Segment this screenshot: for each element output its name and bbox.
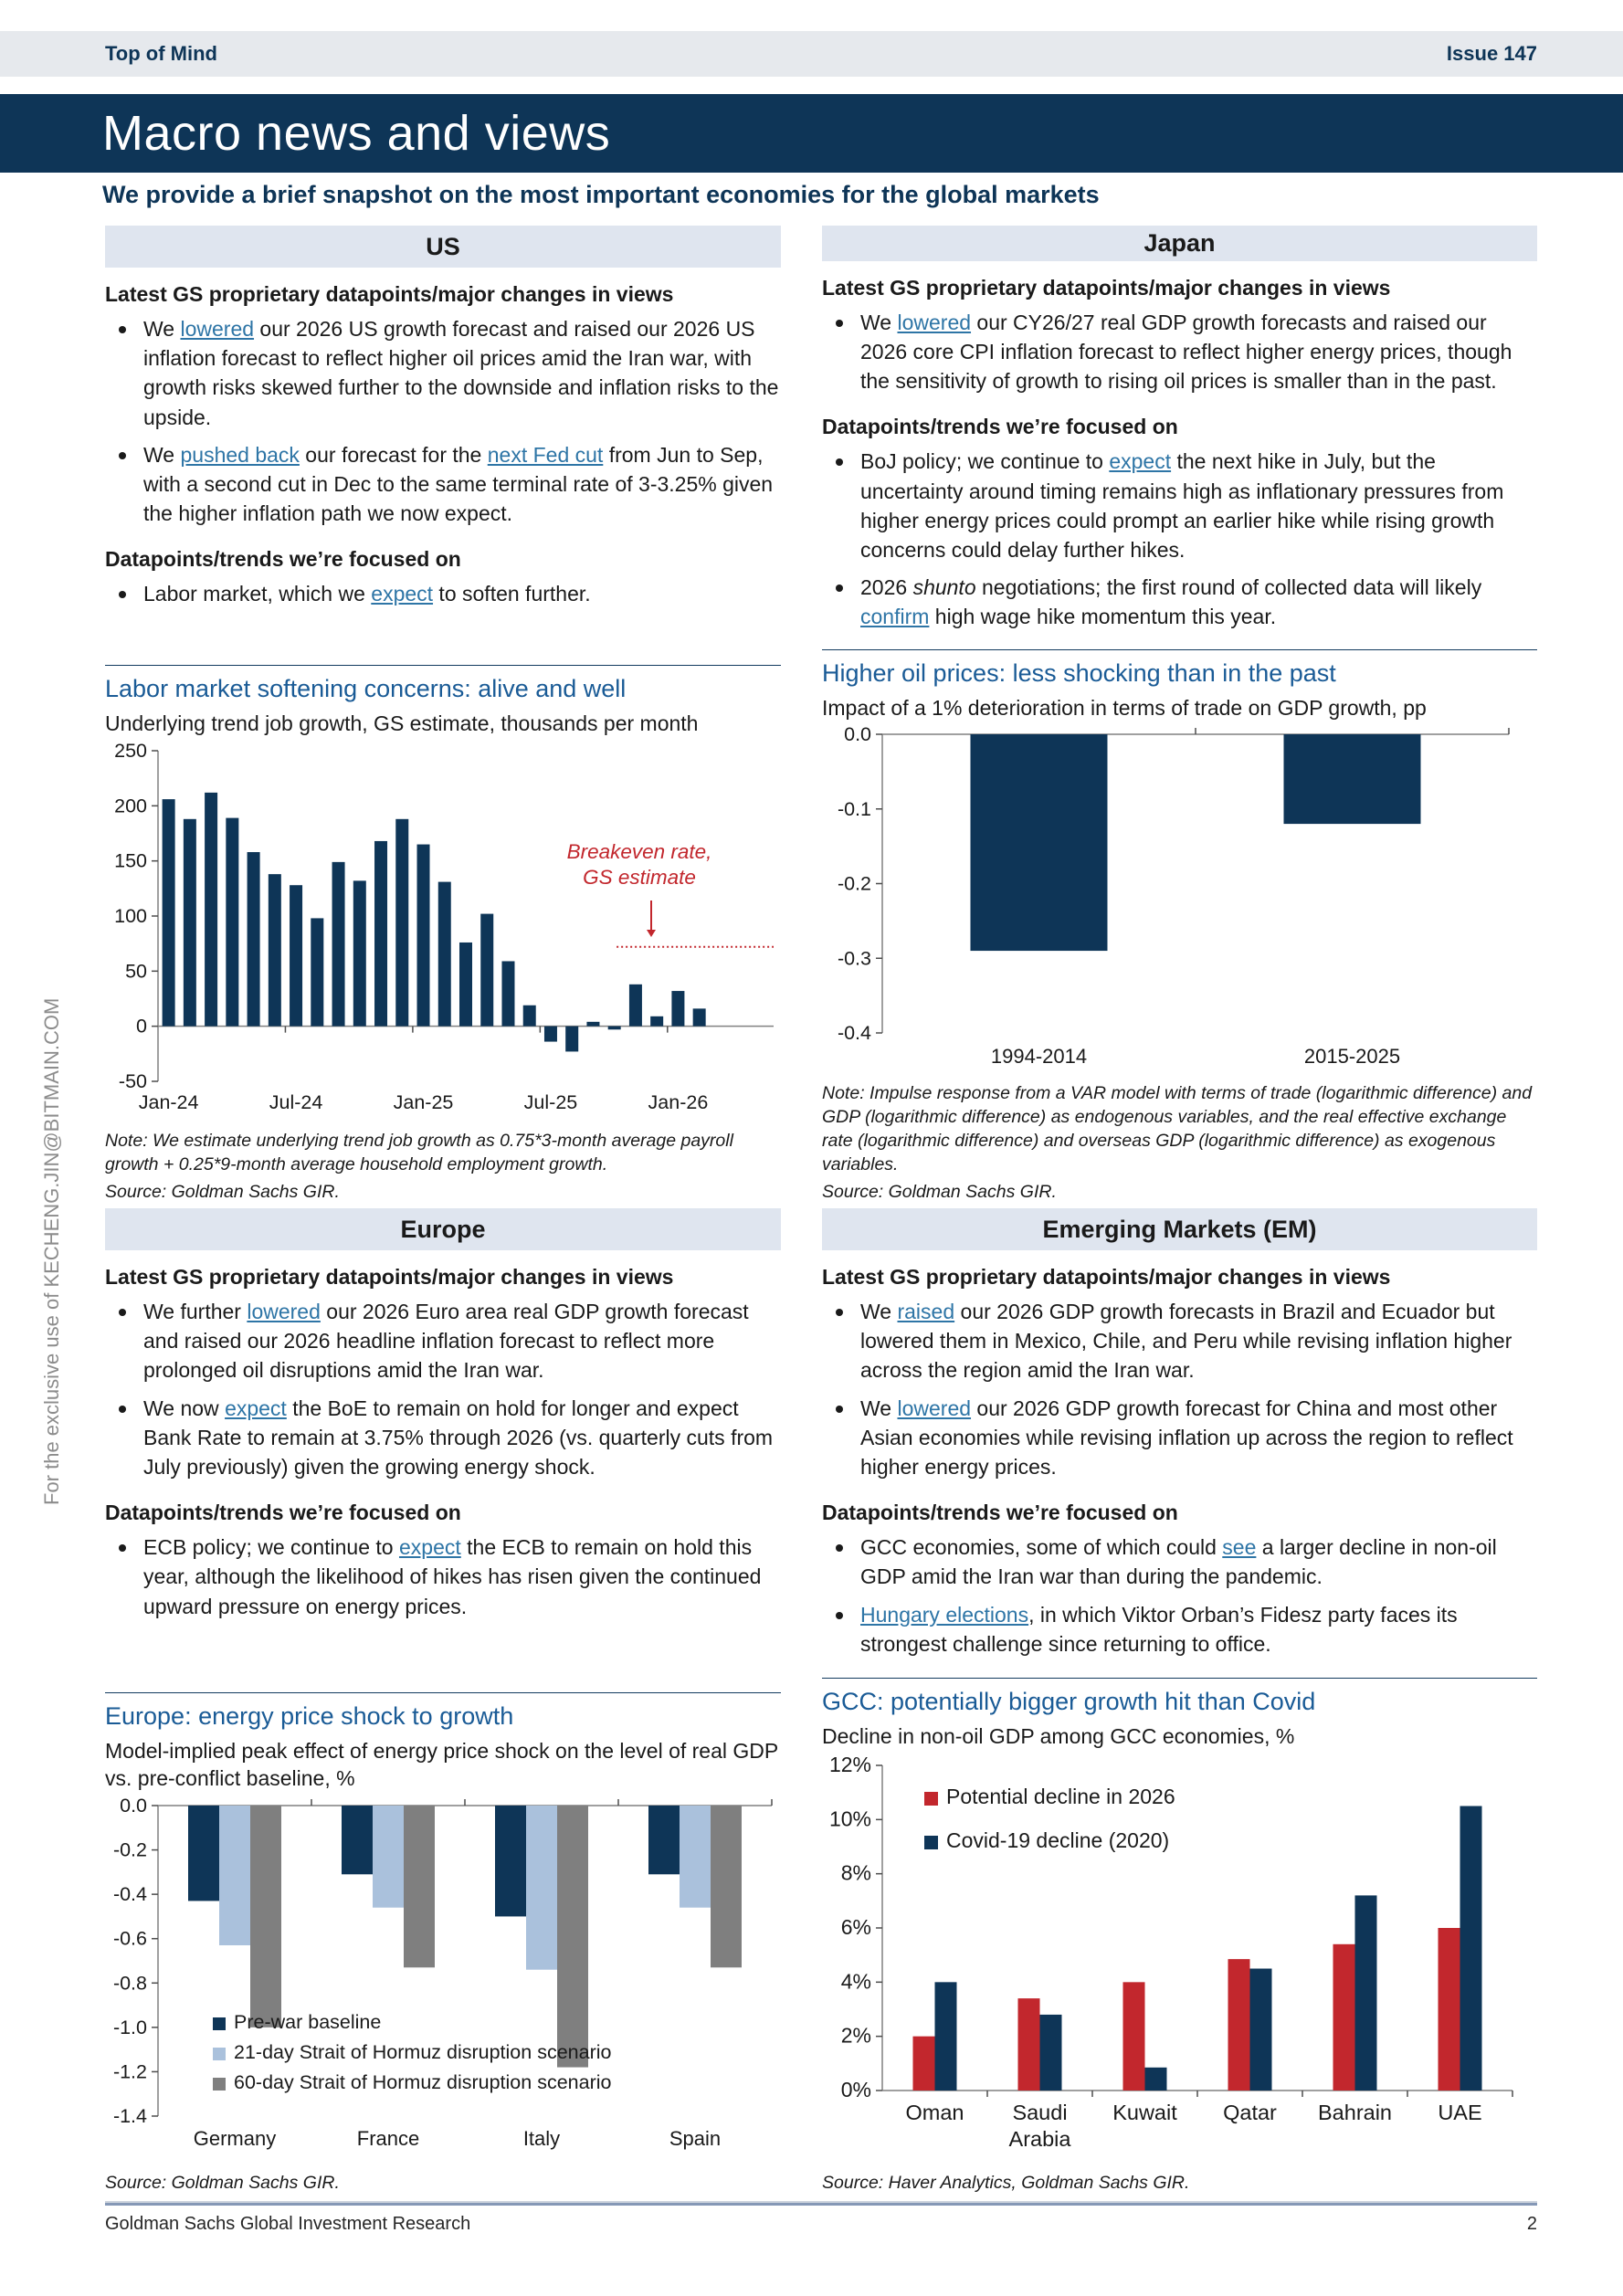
sidebar-disclaimer-text: For the exclusive use of KECHENG.JIN@BITMAIN.COM [40, 997, 63, 1505]
svg-text:50: 50 [125, 960, 147, 983]
svg-text:60-day Strait of Hormuz disrup: 60-day Strait of Hormuz disruption scenario [234, 2071, 612, 2094]
source-line: Source: Goldman Sachs GIR. [105, 2173, 340, 2194]
svg-text:-1.0: -1.0 [112, 2016, 147, 2038]
bullet-text: our CY26/27 real GDP growth forecasts and raised our 2026 core CPI inflation forecast to reflect higher energy prices, though the sensitivity of growth to rising oil prices is smaller than in the past. [860, 310, 1512, 394]
chart-subtitle: Decline in non-oil GDP among GCC economies, % [822, 1724, 1295, 1749]
bullet-text: high wage hike momentum this year. [929, 605, 1277, 629]
svg-text:Covid-19 decline (2020): Covid-19 decline (2020) [946, 1828, 1170, 1853]
bullet-text: the ECB to remain on hold this year, although the likelihood of hikes has risen given the continued upward pressure on energy prices. [143, 1535, 762, 1618]
top-band-publication: Top of Mind [105, 42, 217, 65]
svg-text:12%: 12% [828, 1756, 871, 1777]
bullet-text: We [860, 310, 898, 334]
divider [822, 1678, 1537, 1679]
page-number: 2 [1526, 2214, 1537, 2234]
bullet-text: our 2026 GDP growth forecast for China and most other Asian economies while revising inflation up across the region to reflect higher energy prices. [860, 1396, 1513, 1479]
inline-link[interactable]: expect [398, 1535, 461, 1560]
section-us [105, 226, 781, 1208]
bullet-text: our 2026 US growth forecast and raised our 2026 US inflation forecast to reflect higher oil prices amid the Iran war, with growth risks skewed further to the downside and inflation risks to the upside. [143, 317, 779, 429]
bullet-text: our 2026 Euro area real GDP growth forecast and raised our 2026 headline inflation forecast to reflect more prolonged oil disruptions amid the Iran war. [143, 1300, 749, 1383]
svg-text:Breakeven rate,: Breakeven rate, [566, 840, 712, 864]
svg-text:Jan-26: Jan-26 [648, 1091, 709, 1114]
svg-text:21-day Strait of Hormuz disrup: 21-day Strait of Hormuz disruption scenario [234, 2041, 612, 2064]
bullet-text: BoJ policy; we continue to [860, 449, 1110, 474]
bullet-item [822, 308, 1537, 396]
inline-link[interactable]: confirm [860, 605, 930, 629]
section-header-gcc: Emerging Markets (EM) [822, 1208, 1537, 1250]
bullet-text: GCC economies, some of which could [860, 1535, 1223, 1560]
svg-text:Saudi: Saudi [1012, 2101, 1068, 2125]
content-grid [105, 226, 1537, 2199]
bullet-text: a larger decline in non-oil GDP amid the Iran war than during the pandemic. [860, 1535, 1497, 1589]
bullet-item [105, 1297, 781, 1385]
chart-subtitle: Model-implied peak effect of energy price shock on the level of real GDP vs. pre-conflict baseline, % [105, 1739, 778, 1791]
bullet-item [105, 440, 781, 529]
svg-text:-0.8: -0.8 [112, 1972, 147, 1995]
section-header-us: US [105, 226, 781, 268]
svg-text:-50: -50 [118, 1070, 147, 1093]
divider [105, 665, 781, 666]
bullet-list-focus [822, 447, 1537, 639]
chart-note [822, 2172, 1537, 2196]
bullet-text: , in which Viktor Orban’s Fidesz party faces its strongest challenge since returning to office. [860, 1602, 1458, 1656]
inline-link[interactable]: raised [897, 1300, 955, 1323]
svg-text:Oman: Oman [905, 2101, 964, 2125]
svg-text:6%: 6% [840, 1915, 871, 1940]
bullet-item [105, 1394, 781, 1482]
svg-text:Germany: Germany [193, 2127, 277, 2151]
page-subtitle: We provide a brief snapshot on the most important economies for the global markets [102, 181, 1100, 208]
inline-link[interactable]: expect [225, 1396, 287, 1420]
bullet-text: We [860, 1300, 898, 1323]
inline-link[interactable]: lowered [180, 317, 255, 341]
chart-gcc [822, 1756, 1537, 2164]
section-subhead-views: Latest GS proprietary datapoints/major changes in views [822, 275, 1391, 300]
chart-title: GCC: potentially bigger growth hit than Covid [822, 1688, 1316, 1716]
svg-text:-1.4: -1.4 [112, 2105, 147, 2128]
chart-title: Labor market softening concerns: alive and well [105, 675, 627, 703]
page-title: Macro news and views [102, 106, 611, 161]
svg-text:Kuwait: Kuwait [1112, 2101, 1177, 2125]
section-japan [822, 226, 1537, 1208]
svg-text:0.0: 0.0 [844, 727, 871, 746]
svg-text:France: France [356, 2127, 420, 2151]
bullet-text: our forecast for the [299, 442, 488, 467]
svg-text:0: 0 [136, 1015, 147, 1037]
chart-block [105, 1692, 781, 2199]
svg-text:4%: 4% [840, 1969, 871, 1994]
bullet-item [822, 573, 1537, 631]
svg-text:-0.4: -0.4 [112, 1883, 147, 1906]
section-subhead-focus: Datapoints/trends we’re focused on [822, 1501, 1178, 1525]
svg-text:-0.2: -0.2 [837, 872, 871, 895]
svg-text:1994-2014: 1994-2014 [990, 1045, 1088, 1069]
svg-text:100: 100 [114, 905, 147, 928]
svg-text:Jul-24: Jul-24 [269, 1091, 323, 1114]
chart-title: Europe: energy price shock to growth [105, 1702, 514, 1731]
svg-text:10%: 10% [828, 1806, 871, 1831]
title-band [0, 94, 1623, 173]
bullet-item [105, 1532, 781, 1621]
bullet-list-focus [105, 579, 781, 616]
svg-text:UAE: UAE [1438, 2101, 1482, 2125]
bullet-list-focus [105, 1532, 781, 1629]
bullet-text: the BoE to remain on hold for longer and expect Bank Rate to remain at 3.75% through 2026 (vs. quarterly cuts from July previously) given the growing energy shock. [143, 1396, 774, 1479]
inline-link[interactable]: expect [371, 582, 434, 606]
inline-link[interactable]: lowered [897, 310, 972, 334]
bullet-list-views [822, 1297, 1537, 1490]
svg-text:Potential decline in 2026: Potential decline in 2026 [946, 1785, 1175, 1809]
svg-text:Spain: Spain [669, 2127, 722, 2151]
bullet-text: 2026 [860, 575, 913, 600]
svg-text:150: 150 [114, 849, 147, 872]
bullet-text: our 2026 GDP growth forecasts in Brazil and Ecuador but lowered them in Mexico, Chile, and Peru while revising inflation higher across the region amid the Iran war. [860, 1300, 1512, 1383]
chart-title: Higher oil prices: less shocking than in the past [822, 658, 1336, 687]
bullet-text: from Jun to Sep, with a second cut in Dec to the same terminal rate of 3-3.25% given the higher inflation path we now expect. [143, 442, 774, 526]
section-subhead-views: Latest GS proprietary datapoints/major changes in views [105, 1265, 674, 1289]
svg-text:Bahrain: Bahrain [1318, 2101, 1392, 2125]
footer-source: Goldman Sachs Global Investment Research [105, 2214, 471, 2234]
svg-text:Jan-25: Jan-25 [393, 1091, 454, 1114]
note-line: Note: We estimate underlying trend job growth as 0.75*3-month average payroll growth + 0.25*9-month average household employment growth. [105, 1131, 733, 1175]
bullet-list-views [822, 308, 1537, 405]
svg-text:Qatar: Qatar [1223, 2101, 1277, 2125]
footer-divider [105, 2201, 1537, 2206]
svg-text:-0.2: -0.2 [112, 1838, 147, 1861]
bullet-text: We further [143, 1300, 248, 1323]
divider [105, 1692, 781, 1693]
chart-us [105, 743, 781, 1122]
source-line: Source: Goldman Sachs GIR. [105, 1182, 340, 1203]
italic-text: shunto [912, 575, 976, 600]
svg-text:Arabia: Arabia [1008, 2127, 1071, 2152]
svg-text:GS estimate: GS estimate [583, 866, 696, 890]
section-subhead-focus: Datapoints/trends we’re focused on [822, 415, 1178, 439]
bullet-item [822, 1297, 1537, 1385]
bullet-item [822, 1394, 1537, 1482]
divider [822, 649, 1537, 650]
svg-text:200: 200 [114, 795, 147, 817]
section-subhead-focus: Datapoints/trends we’re focused on [105, 547, 461, 572]
section-europe [105, 1208, 781, 2199]
chart-subtitle: Underlying trend job growth, GS estimate, thousands per month [105, 711, 699, 736]
svg-text:-1.2: -1.2 [112, 2060, 147, 2083]
chart-block [105, 665, 781, 1208]
section-gcc [822, 1208, 1537, 2199]
chart-block [822, 649, 1537, 1209]
section-subhead-focus: Datapoints/trends we’re focused on [105, 1501, 461, 1525]
inline-link[interactable]: lowered [247, 1300, 321, 1323]
bullet-text: to soften further. [433, 582, 591, 606]
bullet-list-focus [822, 1532, 1537, 1667]
chart-subtitle: Impact of a 1% deterioration in terms of trade on GDP growth, pp [822, 695, 1427, 720]
section-header-japan: Japan [822, 226, 1537, 261]
bullet-text: Labor market, which we [143, 582, 372, 606]
bullet-item [105, 579, 781, 608]
bullet-text: the next hike in July, but the uncertainty around timing remains high as inflationary pressures from higher energy prices could prompt an earlier hike while rising growth concerns could delay further hikes. [860, 449, 1504, 562]
bullet-list-views [105, 1297, 781, 1490]
inline-link[interactable]: expect [1109, 449, 1172, 474]
footer [105, 2214, 1537, 2235]
inline-link[interactable]: Hungary elections [860, 1602, 1029, 1627]
svg-text:2%: 2% [840, 2023, 871, 2048]
bullet-item [822, 1532, 1537, 1591]
svg-text:-0.4: -0.4 [837, 1022, 871, 1045]
section-subhead-views: Latest GS proprietary datapoints/major changes in views [822, 1265, 1391, 1289]
chart-europe [105, 1798, 781, 2164]
bullet-item [105, 314, 781, 432]
note-line: Note: Impulse response from a VAR model with terms of trade (logarithmic difference) and GDP (logarithmic difference) as endogenous variables, and the real effective exchange rate (logarithmic difference) and overseas GDP (logarithmic difference) as exogenous variables. [822, 1083, 1533, 1175]
top-band-issue: Issue 147 [1446, 42, 1537, 65]
source-line: Source: Haver Analytics, Goldman Sachs GIR. [822, 2173, 1190, 2194]
svg-text:Jan-24: Jan-24 [138, 1091, 199, 1114]
svg-text:-0.3: -0.3 [837, 947, 871, 970]
svg-text:Jul-25: Jul-25 [523, 1091, 578, 1114]
svg-text:2015-2025: 2015-2025 [1303, 1045, 1401, 1069]
svg-text:0%: 0% [840, 2078, 871, 2102]
svg-text:0.0: 0.0 [120, 1798, 147, 1817]
chart-japan [822, 727, 1537, 1074]
bullet-list-views [105, 314, 781, 536]
chart-note [105, 2172, 781, 2196]
chart-note [822, 1082, 1537, 1205]
bullet-text: We [860, 1396, 898, 1420]
bullet-text: We [143, 317, 181, 341]
inline-link[interactable]: next Fed cut [487, 442, 604, 467]
bullet-text: We now [143, 1396, 226, 1420]
bullet-text: ECB policy; we continue to [143, 1535, 399, 1560]
svg-text:8%: 8% [840, 1860, 871, 1885]
chart-block [822, 1678, 1537, 2199]
inline-link[interactable]: lowered [897, 1396, 972, 1420]
source-line: Source: Goldman Sachs GIR. [822, 1182, 1057, 1203]
inline-link[interactable]: pushed back [180, 442, 300, 467]
section-header-europe: Europe [105, 1208, 781, 1250]
section-subhead-views: Latest GS proprietary datapoints/major changes in views [105, 282, 674, 306]
svg-text:Pre-war baseline: Pre-war baseline [234, 2011, 382, 2034]
bullet-item [822, 1600, 1537, 1659]
inline-link[interactable]: see [1222, 1535, 1257, 1560]
top-band [0, 31, 1623, 77]
chart-note [105, 1130, 781, 1205]
bullet-item [822, 447, 1537, 564]
svg-text:Italy: Italy [522, 2127, 561, 2151]
bullet-text: negotiations; the first round of collected data will likely [975, 575, 1482, 600]
svg-text:-0.6: -0.6 [112, 1927, 147, 1950]
svg-text:250: 250 [114, 743, 147, 763]
svg-text:-0.1: -0.1 [837, 798, 871, 821]
bullet-text: We [143, 442, 181, 467]
